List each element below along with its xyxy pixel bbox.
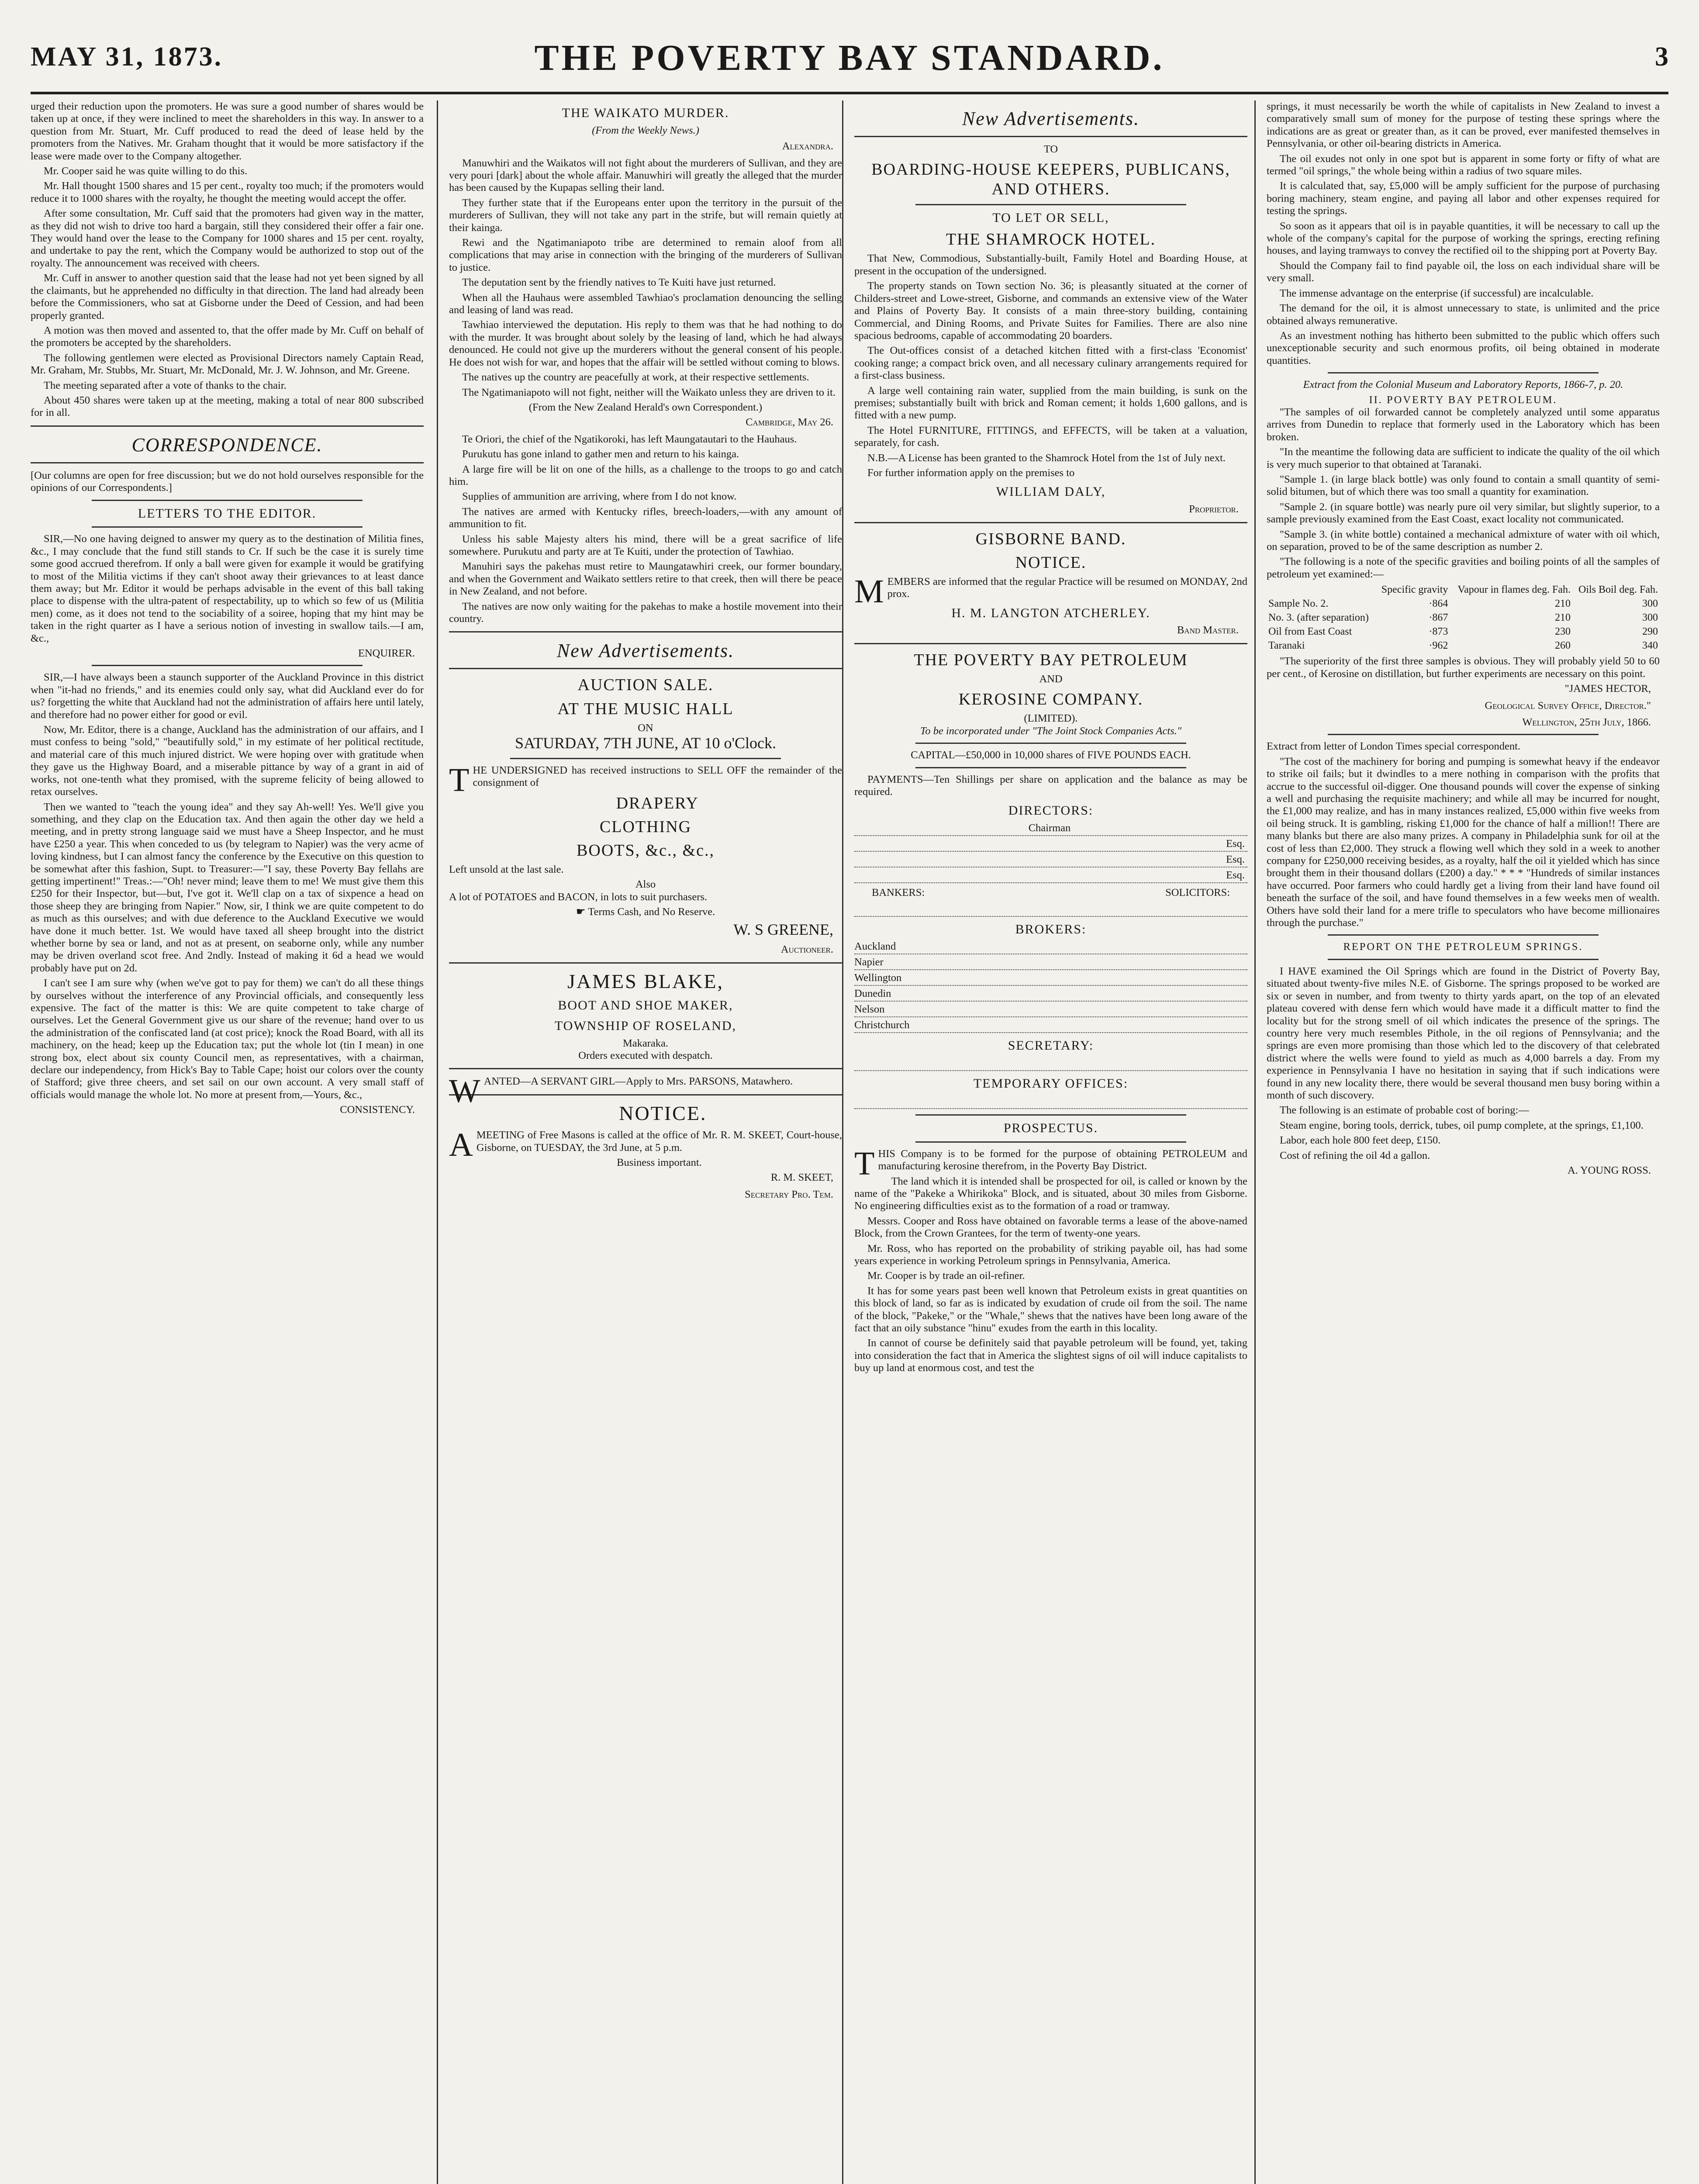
article-paragraph: About 450 shares were taken up at the meeting, making a total of near 800 subscribed for in all. xyxy=(31,394,424,419)
article-paragraph: Te Oriori, the chief of the Ngatikoroki, has left Maungatautari to the Hauhaus. xyxy=(462,433,797,445)
petroleum-capital: CAPITAL—£50,000 in 10,000 shares of FIVE POUNDS EACH. xyxy=(911,749,1191,761)
section-rule xyxy=(449,631,842,632)
divider xyxy=(510,758,781,759)
section-rule xyxy=(449,1068,842,1069)
director-line: Chairman xyxy=(854,822,1247,836)
ad-paragraph: That New, Commodious, Substantially-built, Family Hotel and Boarding House, at present in the occupation of the undersigned. xyxy=(854,252,1247,277)
ad-paragraph: The property stands on Town section No. 36; is pleasantly situated at the corner of Childers-street and Lowe-street, Gisborne, and commands an extensive view of the Water and Plains of Poverty Bay. It consists of a main three-story building, containing Commercial, and Dining Rooms, and Private Suites for Families. There are also nine spacious bedrooms, capable of accommodating 20 boarders. xyxy=(854,280,1247,342)
auctioneer-role: Auctioneer. xyxy=(780,943,833,956)
column-divider xyxy=(842,100,843,2184)
prospectus-paragraph: The oil exudes not only in one spot but is apparent in some forty or fifty of what are termed "oil springs," the whole being within a radius of two square miles. xyxy=(1267,152,1660,177)
directors-heading: DIRECTORS: xyxy=(1008,803,1094,818)
director-line: Esq. xyxy=(854,854,1247,867)
let-heading: TO LET OR SELL, xyxy=(992,210,1109,225)
report-paragraph: The following is an estimate of probable cost of boring:— xyxy=(1280,1104,1529,1116)
shamrock-heading: THE SHAMROCK HOTEL. xyxy=(946,230,1156,249)
band-text: MEMBERS are informed that the regular Practice will be resumed on MONDAY, 2nd prox. xyxy=(854,573,1247,610)
table-row: Oil from East Coast ·873 230 290 xyxy=(1268,625,1658,637)
article-paragraph: Supplies of ammunition are arriving, where from I do not know. xyxy=(462,491,737,503)
divider xyxy=(1328,372,1599,373)
divider xyxy=(1328,934,1599,936)
divider xyxy=(1328,734,1599,735)
section-rule xyxy=(31,462,424,463)
prospectus-paragraph: springs, it must necessarily be worth the while of capitalists in New Zealand to invest a comparatively small sum of money for the purpose of testing these springs where the indications are as great or greater than, as it can be proved, ever manifested themselves in Pennsylvania, or other oil-bearing districts in America. xyxy=(1267,100,1660,150)
letter-paragraph: SIR,—I have always been a staunch supporter of the Auckland Province in this district when "it-had no friends," and its enemies could only say, what did Auckland ever do for us? forgetting the white that Auckland had not the administration of affairs here until lately, and therefore had no power either for good or evil. xyxy=(31,671,424,721)
bankers-label: BANKERS: xyxy=(872,887,925,899)
director-line: Esq. xyxy=(854,869,1247,883)
band-notice: NOTICE. xyxy=(1015,553,1087,572)
petroleum-and: AND xyxy=(1039,673,1063,685)
article-paragraph: Purukutu has gone inland to gather men and return to his kainga. xyxy=(462,448,739,460)
petroleum-table xyxy=(1267,583,1660,653)
table-header-row: Specific gravity Vapour in flames deg. Fah. Oils Boil deg. Fah. xyxy=(1381,584,1658,596)
article-paragraph: The natives are now only waiting for the pakehas to make a hostile movement into their country. xyxy=(449,600,842,625)
petroleum-limited: (LIMITED). xyxy=(1024,712,1078,725)
prospectus-paragraph: The land which it is intended shall be prospected for oil, is called or known by the name of the "Pakeke a Whirikoka" Block, and is situated, about 30 miles from Gisborne. No engineering difficulties exist as to the formation of a road or tramway. xyxy=(854,1175,1247,1212)
auction-date: SATURDAY, 7TH JUNE, AT 10 o'Clock. xyxy=(515,734,776,752)
article-paragraph: The following gentlemen were elected as Provisional Directors namely Captain Read, Mr. Graham, Mr. Stubbs, Mr. Stuart, Mr. McDonald, Mr. J. W. Johnson, and Mr. Greene. xyxy=(31,352,424,377)
petroleum-heading: THE POVERTY BAY PETROLEUM xyxy=(914,650,1188,669)
article-paragraph: The deputation sent by the friendly natives to Te Kuiti have just returned. xyxy=(462,276,776,289)
form-line xyxy=(854,1057,1247,1071)
section-rule xyxy=(854,136,1247,137)
article-paragraph: A motion was then moved and assented to, that the offer made by Mr. Cuff on behalf of the promoters be accepted by the shareholders. xyxy=(31,324,424,349)
blake-place: Makaraka. xyxy=(622,1037,669,1049)
divider xyxy=(915,743,1186,744)
letters-heading: LETTERS TO THE EDITOR. xyxy=(138,506,317,521)
brokers-heading: BROKERS: xyxy=(1015,922,1087,936)
dateline: Cambridge, May 26. xyxy=(746,416,833,429)
pointing-hand-icon: ☛ xyxy=(576,906,588,918)
newspaper-title: THE POVERTY BAY STANDARD. xyxy=(534,38,1165,78)
broker-line: Napier xyxy=(854,956,1247,970)
column-4 xyxy=(1267,100,1660,2184)
divider xyxy=(915,767,1186,768)
divider xyxy=(92,526,363,528)
prospectus-paragraph: THIS Company is to be formed for the purpose of obtaining PETROLEUM and manufacturing kerosine therefrom, in the Poverty Bay District. xyxy=(854,1145,1247,1182)
extract-heading: Extract from letter of London Times special correspondent. xyxy=(1267,740,1521,753)
extract-subheading: II. POVERTY BAY PETROLEUM. xyxy=(1369,394,1557,406)
extract-paragraph: "The cost of the machinery for boring and pumping is somewhat heavy if the endeavor to strike oil fails; but it dwindles to a mere nothing in comparison with the profits that accrue to the successful oil-digger. One thousand pounds will cover the expense of sinking a well and purchasing the requisite machinery; and while all may be incurred for nought, the £1,000 may realize, and has in many instances realized, £5,000 within five weeks from oil being struck. It is gambling, risking £1,000 for the chance of half a million!! There are many blanks but there are also many prizes. A company in Philadelphia sunk for oil at the cost of less than £2,000. They struck a flowing well which they sold in a week to another company for £250,000 receiving besides, as a royalty, half the oil it yielded which has since brought them in their thousand dollars (£200) a day." * * * "Hundreds of similar instances have occurred. Poor farmers who could hardly get a living from their land have found oil beneath the surface of the soil, and have found themselves in a few weeks men of wealth. Others have sold their land for a mere trifle to speculators who have become millionaires through the purchase." xyxy=(1267,755,1660,929)
prospectus-paragraph: As an investment nothing has hitherto been submitted to the public which offers such unexceptionable security and such enormous profits, oil being obtained in moderate quantities. xyxy=(1267,329,1660,366)
prospectus-paragraph: Mr. Ross, who has reported on the probability of striking payable oil, has had some years experience in working Petroleum springs in Pennsylvania, America. xyxy=(854,1242,1247,1267)
notice-role: Secretary Pro. Tem. xyxy=(745,1188,833,1200)
ad-signature-role: Proprietor. xyxy=(1189,503,1239,515)
extract-heading: Extract from the Colonial Museum and Laboratory Reports, 1866-7, p. 20. xyxy=(1303,379,1623,391)
extract-paragraph: "In the meantime the following data are sufficient to indicate the quality of the oil which is very much superior to that obtained at Taranaki. xyxy=(1267,446,1660,470)
article-heading-waikato-murder: THE WAIKATO MURDER. xyxy=(562,106,729,120)
blake-township: TOWNSHIP OF ROSELAND, xyxy=(554,1018,737,1033)
ad-paragraph: The Out-offices consist of a detached kitchen fitted with a first-class 'Economist' cooking range; a compact brick oven, and all necessary culinary arrangements required for a first-class business. xyxy=(854,345,1247,382)
report-paragraph: Cost of refining the oil 4d a gallon. xyxy=(1280,1149,1430,1161)
auction-lot: A lot of POTATOES and BACON, in lots to suit purchasers. xyxy=(449,891,708,903)
auction-on: ON xyxy=(638,722,653,734)
director-line: Esq. xyxy=(854,838,1247,852)
article-paragraph: They further state that if the Europeans enter upon the territory in the pursuit of the murderers of Sullivan, they will not take any part in the strife, but will remain quietly at their kainga. xyxy=(449,197,842,234)
secretary-heading: SECRETARY: xyxy=(1008,1038,1094,1053)
column-divider xyxy=(437,100,438,2184)
prospectus-paragraph: So soon as it appears that oil is in payable quantities, it will be necessary to call up the whole of the company's capital for the purpose of working the springs, erecting refining houses, and laying tramways to convey the rectified oil to the shipping port at Poverty Bay. xyxy=(1267,220,1660,257)
broker-line: Dunedin xyxy=(854,988,1247,1002)
prospectus-paragraph: It has for some years past been well known that Petroleum exists in great quantities on this block of land, so far as is indicated by exudation of crude oil from the soil. The name of the block, "Pakeke," or the "Whale," shews that the natives have been long aware of the fact that an oily substance "hinu" exudes from the earth in this locality. xyxy=(854,1285,1247,1334)
article-paragraph: The natives are armed with Kentucky rifles, breech-loaders,—with any amount of ammunition to fit. xyxy=(449,505,842,530)
issue-date: MAY 31, 1873. xyxy=(31,42,223,72)
notice-heading: NOTICE. xyxy=(619,1102,707,1124)
article-paragraph: urged their reduction upon the promoters. He was sure a good number of shares would be taken up at once, if they were inclined to meet the shareholders in this way. In answer to a question from Mr. Stuart, Mr. Cuff produced to read the deed of lease held by the promoters from the Natives. Mr. Graham thought that it would be more satisfactory if the lease were made over to the Company altogether. xyxy=(31,100,424,162)
auction-terms-text: Terms Cash, and No Reserve. xyxy=(588,906,715,918)
article-paragraph: Unless his sable Majesty alters his mind, there will be a great sacrifice of life somewhere. Purukutu and party are at Te Kuiti, under the protection of Tawhiao. xyxy=(449,533,842,557)
auction-heading: AUCTION SALE. xyxy=(577,676,714,695)
letter-signature: ENQUIRER. xyxy=(358,647,415,660)
divider xyxy=(915,1141,1186,1143)
editorial-note: [Our columns are open for free discussion; but we do not hold ourselves responsible for the opinions of our Correspondents.] xyxy=(31,469,424,494)
notice-text: AMEETING of Free Masons is called at the office of Mr. R. M. SKEET, Court-house, Gisborne, on TUESDAY, the 3rd June, at 5 p.m. xyxy=(449,1127,842,1164)
ad-paragraph: The Hotel FURNITURE, FITTINGS, and EFFECTS, will be taken at a valuation, separately, for cash. xyxy=(854,424,1247,449)
band-signature: H. M. LANGTON ATCHERLEY. xyxy=(951,605,1150,620)
auction-also: Also xyxy=(635,878,656,891)
divider xyxy=(915,204,1186,205)
section-heading-correspondence: CORRESPONDENCE. xyxy=(131,434,323,456)
table-row: No. 3. (after separation) ·867 210 300 xyxy=(1268,612,1658,623)
section-heading-new-advertisements: New Advertisements. xyxy=(962,108,1140,129)
prospectus-paragraph: The immense advantage on the enterprise (if successful) are incalculable. xyxy=(1280,287,1594,299)
article-source: (From the New Zealand Herald's own Correspondent.) xyxy=(528,401,763,413)
article-paragraph: Mr. Cuff in answer to another question said that the lease had not yet been signed by all the claimants, but he apprehended no difficulty in that direction. The land had already been before the Commissioners, who sat at Gisborne under the Deed of Cession, and had been properly granted. xyxy=(31,272,424,321)
prospectus-heading: PROSPECTUS. xyxy=(1003,1120,1098,1135)
extract-paragraph: "The superiority of the first three samples is obvious. They will probably yield 50 to 60 per cent., of Kerosine on distillation, but further experiments are necessary on this point. xyxy=(1267,655,1660,680)
prospectus-paragraph: Should the Company fail to find payable oil, the loss on each individual share will be very small. xyxy=(1267,259,1660,284)
notice-signature: R. M. SKEET, xyxy=(770,1171,833,1184)
article-paragraph: The meeting separated after a vote of thanks to the chair. xyxy=(44,379,287,391)
article-paragraph: The natives up the country are peacefully at work, at their respective settlements. xyxy=(462,371,809,384)
masthead xyxy=(31,31,1668,94)
letter-paragraph: Then we wanted to "teach the young idea" and they say Ah-well! Yes. We'll give you something, and they clap on the Education tax. And then again the other day we held a meeting, and in pretty strong language said we must have a Sheep Inspector, and he must have £250 a year. This when conceded to us (by telegram to Napier) was the very acme of loving kindness, but I can almost fancy the conference by the Executive on this question to be somewhat after this fashion, Supt. to Treasurer:—"I say, these Poverty Bay fellahs are getting impertinent!" Treas.:—"Oh! never mind; leave them to me! We must give them this £250 for their Inspector, but—but, I've got it. We'll clap on a tax of sixpence a head on those sheep they are bringing from Napier." Now, sir, I think we are quite competent to do as much as this ourselves; and with due deference to the Auckland Executive we would have done it much better. 1st. We would have taxed all sheep brought into the district whether borne by sea or land, and not as at present, on seaborne only, while any number may be driven overland scot free. And 2ndly. Instead of making it 6d a head we would probably have put on 2d. xyxy=(31,801,424,974)
report-paragraph: I HAVE examined the Oil Springs which are found in the District of Poverty Bay, situated about twenty-five miles N.E. of Gisborne. The springs proposed to be worked are six or seven in number, and from twenty to thirty yards apart, on the top of an elevated plateau covered with dense fern which would have made it a difficult matter to find the locality but for the strong smell of oil which indicates the presence of the springs. The country here very much resembles Pithole, in the oil regions of Pennsylvania; and the springs are even more promising than those which led to the discovery of that celebrated district where the wells were found to yield as much as 4,000 barrels a day. From my experience in Pennsylvania I have no hesitation in saying that if such indications were found in any new locality there, there would be several thousand men busy boring within a month of such discovery. xyxy=(1267,965,1660,1101)
table-row: Sample No. 2. ·864 210 300 xyxy=(1268,598,1658,610)
form-line xyxy=(854,1095,1247,1109)
article-paragraph: Mr. Hall thought 1500 shares and 15 per cent., royalty too much; if the promoters would reduce it to 1000 shares with the royalty, he thought the meeting would accept the offer. xyxy=(31,180,424,204)
auction-item-drapery: DRAPERY xyxy=(616,794,699,812)
blake-trade: BOOT AND SHOE MAKER, xyxy=(558,998,733,1013)
article-paragraph: Manuhiri says the pakehas must retire to Maungatawhiri creek, our former boundary, and when the Government and Waikato settlers retire to that creek, then will there be peace in New Zealand, and not before. xyxy=(449,560,842,598)
letter-paragraph: I can't see I am sure why (when we've got to pay for them) we can't do all these things by ourselves without the interference of any Provincial officials, and consequently less expensive. The fact of the matter is this: We are quite competent to take charge of ourselves. Let the General Government give us our share of the revenue; hand over to us the administration of the confiscated land (at cost price); knock the Road Board, with all its machinery, on the head; keep up the Education tax; put the whole lot (tin I mean) in one strong box, elect about six county Council men, as representatives, with a chairman, declare our independency, from Hick's Bay to Table Cape; hoist our colors over the county of Stafford; give three cheers, and set sail on our own account. A very small staff of officials would manage the whole lot. No more at present from,—Yours, &c., xyxy=(31,977,424,1101)
broker-line: Wellington xyxy=(854,972,1247,986)
kerosine-heading: KEROSINE COMPANY. xyxy=(958,690,1143,709)
blake-name: JAMES BLAKE, xyxy=(567,970,724,992)
article-paragraph: After some consultation, Mr. Cuff said that the promoters had given way in the matter, as they did not wish to drive too hard a bargain, still they considered their offer a fair one. They would hand over the lease to the Company for 1000 shares and 15 per cent. royalty, and undertake to pay the rent, which the Company would be authorized to stop out of the royalty. The announcement was received with cheers. xyxy=(31,207,424,269)
divider xyxy=(92,665,363,666)
boarding-heading: BOARDING-HOUSE KEEPERS, PUBLICANS, AND OTHERS. xyxy=(871,160,1230,198)
section-rule xyxy=(854,643,1247,644)
article-paragraph: A large fire will be lit on one of the hills, as a challenge to the troops to go and catch him. xyxy=(449,463,842,487)
servant-ad: WANTED—A SERVANT GIRL—Apply to Mrs. PARSONS, Matawhero. xyxy=(449,1073,793,1110)
column-divider xyxy=(1254,100,1256,2184)
divider xyxy=(1328,959,1599,960)
band-heading: GISBORNE BAND. xyxy=(975,529,1126,548)
broker-line: Christchurch xyxy=(854,1019,1247,1033)
auction-item-clothing: CLOTHING xyxy=(599,817,692,836)
report-paragraph: Labor, each hole 800 feet deep, £150. xyxy=(1280,1134,1441,1147)
extract-signature-place: Wellington, 25th July, 1866. xyxy=(1522,716,1651,728)
auction-note: Left unsold at the last sale. xyxy=(449,863,564,875)
ad-paragraph: N.B.—A License has been granted to the Shamrock Hotel from the 1st of July next. xyxy=(867,452,1226,464)
temporary-offices-heading: TEMPORARY OFFICES: xyxy=(973,1076,1129,1091)
report-heading: REPORT ON THE PETROLEUM SPRINGS. xyxy=(1343,941,1583,953)
extract-signature-office: Geological Survey Office, Director." xyxy=(1485,699,1651,712)
extract-paragraph: "Sample 2. (in square bottle) was nearly pure oil very similar, but slightly superior, to a sample previously examined from the East Coast, exact locality not communicated. xyxy=(1267,501,1660,525)
divider xyxy=(92,500,363,501)
prospectus-paragraph: The demand for the oil, it is almost unnecessary to state, is unlimited and the price obtained always remunerative. xyxy=(1267,302,1660,327)
auction-item-boots: BOOTS, &c., &c., xyxy=(577,841,715,860)
blake-orders: Orders executed with despatch. xyxy=(578,1049,713,1061)
section-rule xyxy=(449,1094,842,1095)
article-paragraph: Rewi and the Ngatimaniapoto tribe are determined to remain aloof from all complications that may arise in connection with the bringing of the murderers of Sullivan to justice. xyxy=(449,237,842,273)
column-1 xyxy=(31,100,424,2184)
section-rule xyxy=(449,668,842,669)
letter-paragraph: SIR,—No one having deigned to answer my query as to the destination of Militia fines, &c., I may conclude that the fund still stands to Cr. If such be the case it is surely time some good accrued therefrom. If only a ball were given for example it would be gratifying to most of the Militia victims if they can't shoot away their grievances to at least dance them away; but Mr. Editor it would be perhaps advisable in the event of this ball taking place to dispense with the ultra-patent of respectability, up to which so few of us (Militia men) come, as it does not tend to the sociability of a soiree, hoping that my hint may be taken in the right quarter as I have a serious notion of investing in swallow tails.—I am, &c., xyxy=(31,533,424,644)
article-paragraph: The Ngatimaniapoto will not fight, neither will the Waikato unless they are driven to it. xyxy=(462,386,836,398)
extract-signature: "JAMES HECTOR, xyxy=(1564,683,1651,695)
report-paragraph: Steam engine, boring tools, derrick, tubes, oil pump complete, at the springs, £1,100. xyxy=(1280,1119,1644,1131)
section-rule xyxy=(449,962,842,964)
prospectus-paragraph: In cannot of course be definitely said that payable petroleum will be found, yet, taking into consideration the fact that in America the slightest signs of oil will induce capitalists to buy up land at enormous cost, and test the xyxy=(854,1337,1247,1374)
notice-business: Business important. xyxy=(617,1156,702,1168)
letter-signature: CONSISTENCY. xyxy=(340,1104,415,1116)
column-2 xyxy=(449,100,842,2184)
solicitors-label: SOLICITORS: xyxy=(1165,887,1230,899)
petroleum-payments: PAYMENTS—Ten Shillings per share on application and the balance as may be required. xyxy=(854,773,1247,798)
prospectus-paragraph: It is calculated that, say, £5,000 will be amply sufficient for the purpose of purchasing boring machinery, steam engine, and paying all labor and other expenses required for testing the springs. xyxy=(1267,180,1660,217)
ad-to: TO xyxy=(1043,143,1058,156)
article-source: (From the Weekly News.) xyxy=(592,124,699,136)
section-rule xyxy=(31,425,424,427)
letter-paragraph: Now, Mr. Editor, there is a change, Auckland has the administration of our affairs, and I must confess to being "sold," "beautifully sold," in my estimate of her political rectitude, and material care of this much injured district. We were hoping over with gratitude when they gave us the Highway Board, and a miserable pittance by way of a grant in aid of works, not one-tenth what they promised, with the supreme felicity of being allowed to retax ourselves. xyxy=(31,724,424,798)
auction-text: THE UNDERSIGNED has received instructions to SELL OFF the remainder of the consignment of xyxy=(449,761,842,798)
auctioneer-name: W. S GREENE, xyxy=(733,921,833,939)
table-row: Taranaki ·962 260 340 xyxy=(1268,639,1658,651)
section-heading-new-advertisements: New Advertisements. xyxy=(556,640,735,662)
page-number: 3 xyxy=(1655,42,1668,72)
prospectus-paragraph: Messrs. Cooper and Ross have obtained on favorable terms a lease of the above-named Block, from the Crown Grantees, for the term of twenty-one years. xyxy=(854,1215,1247,1240)
form-line xyxy=(854,903,1247,917)
ad-signature: WILLIAM DALY, xyxy=(996,484,1106,499)
auction-terms xyxy=(449,906,842,918)
prospectus-paragraph: Mr. Cooper is by trade an oil-refiner. xyxy=(867,1270,1025,1282)
section-rule xyxy=(854,522,1247,523)
extract-paragraph: "The samples of oil forwarded cannot be completely analyzed until some apparatus arrives from Dunedin to replace that formerly used in the Laboratory which has been broken. xyxy=(1267,406,1660,443)
article-paragraph: Tawhiao interviewed the deputation. His reply to them was that he had nothing to do with the murder. It was brought about solely by the leasing of land, which he had always denounced. He could not give up the murderers without the general consent of his people. He does not wish for war, and hopes that the affair will be settled without coming to blows. xyxy=(449,319,842,368)
band-role: Band Master. xyxy=(1177,624,1239,636)
dateline: Alexandra. xyxy=(782,140,833,152)
ad-paragraph: A large well containing rain water, supplied from the main building, is sunk on the premises; substantially built with brick and Roman cement; it holds 1,600 gallons, and is fitted with a new pump. xyxy=(854,384,1247,422)
petroleum-incorporation: To be incorporated under "The Joint Stock Companies Acts." xyxy=(920,725,1182,737)
extract-paragraph: "Sample 3. (in white bottle) contained a mechanical admixture of water with oil which, on separation, proved to be of the same description as number 2. xyxy=(1267,528,1660,553)
auction-venue: AT THE MUSIC HALL xyxy=(557,699,734,718)
divider xyxy=(915,1114,1186,1116)
report-signature: A. YOUNG ROSS. xyxy=(1567,1164,1651,1176)
article-paragraph: Manuwhiri and the Waikatos will not fight about the murderers of Sullivan, and they are very pouri [dark] about the whole affair. Manuwhiri will greatly the alleged that the murder has been caused by the Kupapas selling their land. xyxy=(449,157,842,194)
article-paragraph: Mr. Cooper said he was quite willing to do this. xyxy=(44,165,248,177)
column-3 xyxy=(854,100,1247,2184)
ad-paragraph: For further information apply on the premises to xyxy=(867,467,1075,479)
article-paragraph: When all the Hauhaus were assembled Tawhiao's proclamation denouncing the selling and leasing of land was read. xyxy=(449,291,842,316)
extract-paragraph: "Sample 1. (in large black bottle) was only found to contain a small quantity of semi-solid bitumen, but of which there was too small a quantity for examination. xyxy=(1267,473,1660,498)
broker-line: Nelson xyxy=(854,1003,1247,1017)
bankers-solicitors xyxy=(872,887,1230,899)
extract-paragraph: "The following is a note of the specific gravities and boiling points of all the samples of petroleum yet examined:— xyxy=(1267,556,1660,580)
broker-line: Auckland xyxy=(854,940,1247,954)
